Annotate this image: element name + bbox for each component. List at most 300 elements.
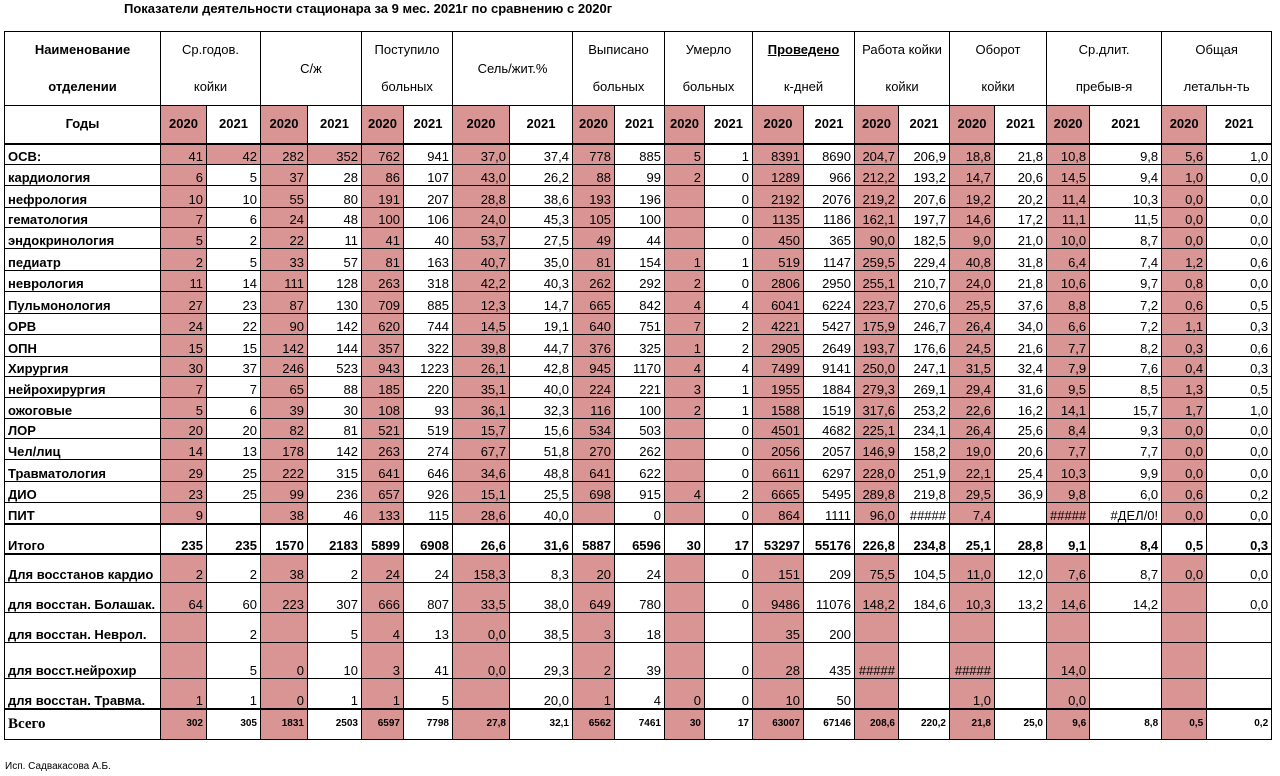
table-cell: 325 [615,335,665,357]
table-cell: 7,7 [1047,335,1090,357]
table-cell: 0 [705,643,753,679]
table-cell: 38,5 [510,613,573,643]
table-cell: 0,8 [1162,271,1207,292]
table-cell: 151 [753,554,804,583]
table-cell: 8,8 [1047,292,1090,314]
table-cell: 41 [404,643,453,679]
table-cell: 0,0 [1207,419,1272,439]
table-cell: #ДЕЛ/0! [1090,503,1162,524]
table-cell: 25 [207,482,261,503]
header-admitted-bottom: больных [362,69,453,106]
department-row [5,208,1272,228]
table-cell: 24 [161,314,207,335]
table-cell: 24,0 [950,271,995,292]
table-cell: 1 [308,679,362,709]
table-cell: 6 [207,398,261,419]
table-cell: 0,0 [1162,419,1207,439]
table-cell: 35,1 [453,377,510,398]
table-cell: 7,9 [1047,357,1090,377]
table-cell: 197,7 [899,208,950,228]
table-cell: 4 [615,679,665,709]
table-cell: 1,3 [1162,377,1207,398]
table-cell: 7,4 [1090,249,1162,271]
table-cell: 26,4 [950,314,995,335]
table-cell: 37 [207,357,261,377]
table-cell: 6297 [804,460,855,482]
table-cell [1207,643,1272,679]
table-cell: 6908 [404,524,453,554]
table-cell: 13,2 [995,583,1047,613]
table-cell [665,503,705,524]
table-cell: 7,6 [1047,554,1090,583]
table-cell: 302 [161,709,207,740]
row-label: ДИО [5,482,161,503]
table-cell: 17 [705,709,753,740]
table-cell: 503 [615,419,665,439]
table-cell: 521 [362,419,404,439]
table-cell: 2183 [308,524,362,554]
table-cell: 24 [615,554,665,583]
table-cell: 640 [573,314,615,335]
table-cell: 87 [261,292,308,314]
table-cell: 24 [261,208,308,228]
table-cell: 6224 [804,292,855,314]
table-cell: 450 [753,228,804,249]
table-cell: 780 [615,583,665,613]
table-cell: 223,7 [855,292,899,314]
table-cell: 10 [308,643,362,679]
header-cd: С/ж [261,32,362,106]
table-cell: 305 [207,709,261,740]
table-cell: 2 [207,554,261,583]
table-cell: 29 [161,460,207,482]
table-cell: 666 [362,583,404,613]
table-cell: 1831 [261,709,308,740]
table-cell: 2056 [753,439,804,460]
table-cell: 223 [261,583,308,613]
table-cell: 20 [573,554,615,583]
table-cell: 36,9 [995,482,1047,503]
table-cell: 100 [615,398,665,419]
table-cell: 0 [705,228,753,249]
row-label: педиатр [5,249,161,271]
year-2021-cell: 2021 [207,106,261,144]
table-cell: 34,6 [453,460,510,482]
table-cell: 236 [308,482,362,503]
table-cell: 234,1 [899,419,950,439]
table-cell: 221 [615,377,665,398]
table-cell: 1,0 [950,679,995,709]
table-cell: 657 [362,482,404,503]
row-label: эндокринология [5,228,161,249]
table-cell: 10 [161,186,207,208]
header-died-top: Умерло [665,32,753,69]
table-cell: 14,5 [453,314,510,335]
table-cell: 28,8 [453,186,510,208]
table-cell: 0,0 [1162,439,1207,460]
table-cell: 292 [615,271,665,292]
table-cell: 4 [362,613,404,643]
table-cell: 0,0 [1207,186,1272,208]
table-cell [665,439,705,460]
table-cell: 37,0 [453,144,510,165]
table-cell: 4 [665,482,705,503]
table-cell: 41 [362,228,404,249]
table-cell [855,679,899,709]
table-cell: 65 [261,377,308,398]
row-label: нефрология [5,186,161,208]
table-cell: 0,0 [1207,165,1272,186]
table-cell [995,643,1047,679]
table-cell: 184,6 [899,583,950,613]
table-cell: 14,6 [1047,583,1090,613]
department-row [5,377,1272,398]
table-cell: 11 [161,271,207,292]
table-cell: 80 [308,186,362,208]
table-cell: 20 [161,419,207,439]
year-2021-cell: 2021 [899,106,950,144]
table-cell: 6665 [753,482,804,503]
table-cell: 16,2 [995,398,1047,419]
table-cell: 6,4 [1047,249,1090,271]
year-2020-cell: 2020 [1047,106,1090,144]
row-label: Чел/лиц [5,439,161,460]
table-cell: 36,1 [453,398,510,419]
table-cell: 365 [804,228,855,249]
table-cell: 193,2 [899,165,950,186]
row-label: ОПН [5,335,161,357]
table-cell: 204,7 [855,144,899,165]
table-cell: 255,1 [855,271,899,292]
table-cell: 646 [404,460,453,482]
department-row [5,314,1272,335]
table-cell: 0 [705,460,753,482]
row-label: неврология [5,271,161,292]
rehab-row [5,554,1272,583]
table-cell: 1 [665,249,705,271]
table-cell: 20,2 [995,186,1047,208]
table-cell: 649 [573,583,615,613]
table-cell: 67146 [804,709,855,740]
table-cell: 55 [261,186,308,208]
table-cell: 0 [615,503,665,524]
table-cell: 9,5 [1047,377,1090,398]
table-cell: 885 [404,292,453,314]
table-cell: 263 [362,439,404,460]
header-row-top [5,32,1272,69]
table-cell [665,228,705,249]
table-cell: 176,6 [899,335,950,357]
table-cell: 6611 [753,460,804,482]
table-cell: 20,6 [995,165,1047,186]
header-beddays-bottom: к-дней [753,69,855,106]
table-cell: 19,1 [510,314,573,335]
table-cell: 0,0 [1207,439,1272,460]
table-cell: 0,0 [453,613,510,643]
table-cell: 37,6 [995,292,1047,314]
year-2020-cell: 2020 [753,106,804,144]
table-cell: 8,3 [510,554,573,583]
header-name-bottom: отделении [5,69,161,106]
table-cell [950,613,995,643]
table-cell: 2 [308,554,362,583]
table-cell: 7,7 [1047,439,1090,460]
table-cell: 941 [404,144,453,165]
table-cell: 8,5 [1090,377,1162,398]
table-cell: 25,0 [995,709,1047,740]
table-cell: 22 [261,228,308,249]
table-cell [1162,613,1207,643]
table-cell: 0,0 [1162,186,1207,208]
table-cell: 10 [753,679,804,709]
table-cell: 2 [573,643,615,679]
table-cell: 11,5 [1090,208,1162,228]
subtotal-row [5,524,1272,554]
table-cell: 0,3 [1162,335,1207,357]
table-cell [161,613,207,643]
table-cell: 21,8 [995,271,1047,292]
table-cell: 1,0 [1162,165,1207,186]
table-cell: 318 [404,271,453,292]
year-2020-cell: 2020 [453,106,510,144]
table-cell: 90 [261,314,308,335]
table-cell: 0,0 [453,643,510,679]
table-cell: 26,4 [950,419,995,439]
table-cell: 5 [161,398,207,419]
table-cell: 2 [705,335,753,357]
table-cell: 8690 [804,144,855,165]
table-cell: 3 [573,613,615,643]
table-cell: 698 [573,482,615,503]
table-cell [1207,679,1272,709]
table-cell: 0,0 [1162,228,1207,249]
table-cell: 31,5 [950,357,995,377]
table-cell: 279,3 [855,377,899,398]
table-cell [1162,679,1207,709]
table-cell: 0,0 [1162,460,1207,482]
table-cell: 7798 [404,709,453,740]
table-cell: 2 [161,249,207,271]
table-cell: 26,6 [453,524,510,554]
department-row [5,460,1272,482]
table-cell: 885 [615,144,665,165]
table-cell: 24 [404,554,453,583]
table-cell: 6,0 [1090,482,1162,503]
table-cell: 7 [161,208,207,228]
table-cell: 6041 [753,292,804,314]
department-row [5,249,1272,271]
table-cell [899,613,950,643]
table-cell: 0,3 [1207,524,1272,554]
table-cell: 19,0 [950,439,995,460]
table-cell: 7 [207,377,261,398]
table-cell: 162,1 [855,208,899,228]
row-label: ожоговые [5,398,161,419]
page-title: Показатели деятельности стационара за 9 мес. 2021г по сравнению с 2020г [124,1,613,16]
department-row [5,482,1272,503]
table-cell: 4221 [753,314,804,335]
table-cell: 665 [573,292,615,314]
table-cell: 0,0 [1162,503,1207,524]
table-cell: 40,0 [510,377,573,398]
table-cell: 0,2 [1207,482,1272,503]
table-cell: 8,2 [1090,335,1162,357]
table-cell: 246,7 [899,314,950,335]
table-cell: 523 [308,357,362,377]
table-cell: 10,0 [1047,228,1090,249]
table-cell: 0,0 [1047,679,1090,709]
table-cell: 226,8 [855,524,899,554]
table-cell: 193,7 [855,335,899,357]
table-cell: 966 [804,165,855,186]
table-cell: 15,7 [1090,398,1162,419]
table-cell: 12,3 [453,292,510,314]
table-cell: 40,7 [453,249,510,271]
table-cell: 744 [404,314,453,335]
table-cell: 7,4 [950,503,995,524]
table-cell: 13 [404,613,453,643]
table-cell: 30 [665,524,705,554]
table-cell: 207 [404,186,453,208]
department-row [5,228,1272,249]
table-cell: 1588 [753,398,804,419]
table-cell: 842 [615,292,665,314]
table-cell [261,613,308,643]
year-2020-cell: 2020 [950,106,995,144]
table-cell: 32,1 [510,709,573,740]
table-cell: 146,9 [855,439,899,460]
table-cell: 251,9 [899,460,950,482]
header-died-bottom: больных [665,69,753,106]
table-cell: 40 [404,228,453,249]
header-beddays-top [753,32,855,69]
year-2021-cell: 2021 [1207,106,1272,144]
table-cell: 14 [207,271,261,292]
table-cell: 262 [615,439,665,460]
table-cell: 641 [362,460,404,482]
year-2021-cell: 2021 [804,106,855,144]
table-cell: 40,3 [510,271,573,292]
table-cell [995,613,1047,643]
table-cell: 1 [705,377,753,398]
table-cell [995,679,1047,709]
table-cell: 0,0 [1207,503,1272,524]
table-cell: 4 [665,357,705,377]
table-cell: 11076 [804,583,855,613]
table-cell [207,503,261,524]
table-cell: 3 [362,643,404,679]
table-cell: 29,3 [510,643,573,679]
table-cell: 2950 [804,271,855,292]
table-cell: 38,6 [510,186,573,208]
table-cell: 15,7 [453,419,510,439]
table-cell: 2 [665,165,705,186]
row-label: нейрохирургия [5,377,161,398]
table-cell: 24,0 [453,208,510,228]
table-cell: 41 [161,144,207,165]
table-cell: 193 [573,186,615,208]
table-cell: 220,2 [899,709,950,740]
table-cell: 9,9 [1090,460,1162,482]
table-cell: 32,4 [995,357,1047,377]
table-cell: 40,8 [950,249,995,271]
table-cell: 17,2 [995,208,1047,228]
table-cell: 21,8 [950,709,995,740]
table-cell: 44 [615,228,665,249]
table-cell: 4 [705,357,753,377]
department-row [5,357,1272,377]
department-row [5,186,1272,208]
table-cell: 51,8 [510,439,573,460]
table-cell: 6,6 [1047,314,1090,335]
table-cell: 21,8 [995,144,1047,165]
table-cell: 20 [207,419,261,439]
table-cell [573,503,615,524]
department-row [5,271,1272,292]
table-cell: 154 [615,249,665,271]
header-admitted-top: Поступило [362,32,453,69]
table-cell: 144 [308,335,362,357]
table-cell: 14,7 [510,292,573,314]
table-cell [453,679,510,709]
table-cell [665,208,705,228]
table-cell: 3 [665,377,705,398]
table-cell: 18,8 [950,144,995,165]
table-cell: 270 [573,439,615,460]
table-cell: 9 [161,503,207,524]
table-cell [665,613,705,643]
table-cell: 1884 [804,377,855,398]
table-cell: 915 [615,482,665,503]
table-cell: 1519 [804,398,855,419]
table-cell: 11 [308,228,362,249]
table-cell: 0,0 [1162,554,1207,583]
table-cell: 15 [207,335,261,357]
table-cell: 0,3 [1207,357,1272,377]
table-cell: 1170 [615,357,665,377]
table-cell: 26,2 [510,165,573,186]
table-cell: 9486 [753,583,804,613]
header-name-top: Наименование [5,32,161,69]
table-cell [1090,613,1162,643]
row-label: ОРВ [5,314,161,335]
table-cell: 81 [362,249,404,271]
table-cell: 48,8 [510,460,573,482]
table-cell: 1186 [804,208,855,228]
table-cell: 0,0 [1207,554,1272,583]
table-cell: 0,6 [1162,482,1207,503]
table-cell: 9,8 [1047,482,1090,503]
table-cell: 2905 [753,335,804,357]
year-2020-cell: 2020 [573,106,615,144]
header-years: Годы [5,106,161,144]
table-cell: 219,8 [899,482,950,503]
table-cell [1207,613,1272,643]
header-bedwork-bottom: койки [855,69,950,106]
table-cell: 178 [261,439,308,460]
year-2020-cell: 2020 [665,106,705,144]
table-cell: 1955 [753,377,804,398]
table-cell: 220 [404,377,453,398]
year-2021-cell: 2021 [615,106,665,144]
table-cell: 926 [404,482,453,503]
table-cell: 0 [261,679,308,709]
table-cell: 2 [207,228,261,249]
header-alos-top: Ср.длит. [1047,32,1162,69]
table-cell: 357 [362,335,404,357]
footer-executor: Исп. Садвакасова А.Б. [5,761,111,772]
table-cell: 31,6 [510,524,573,554]
